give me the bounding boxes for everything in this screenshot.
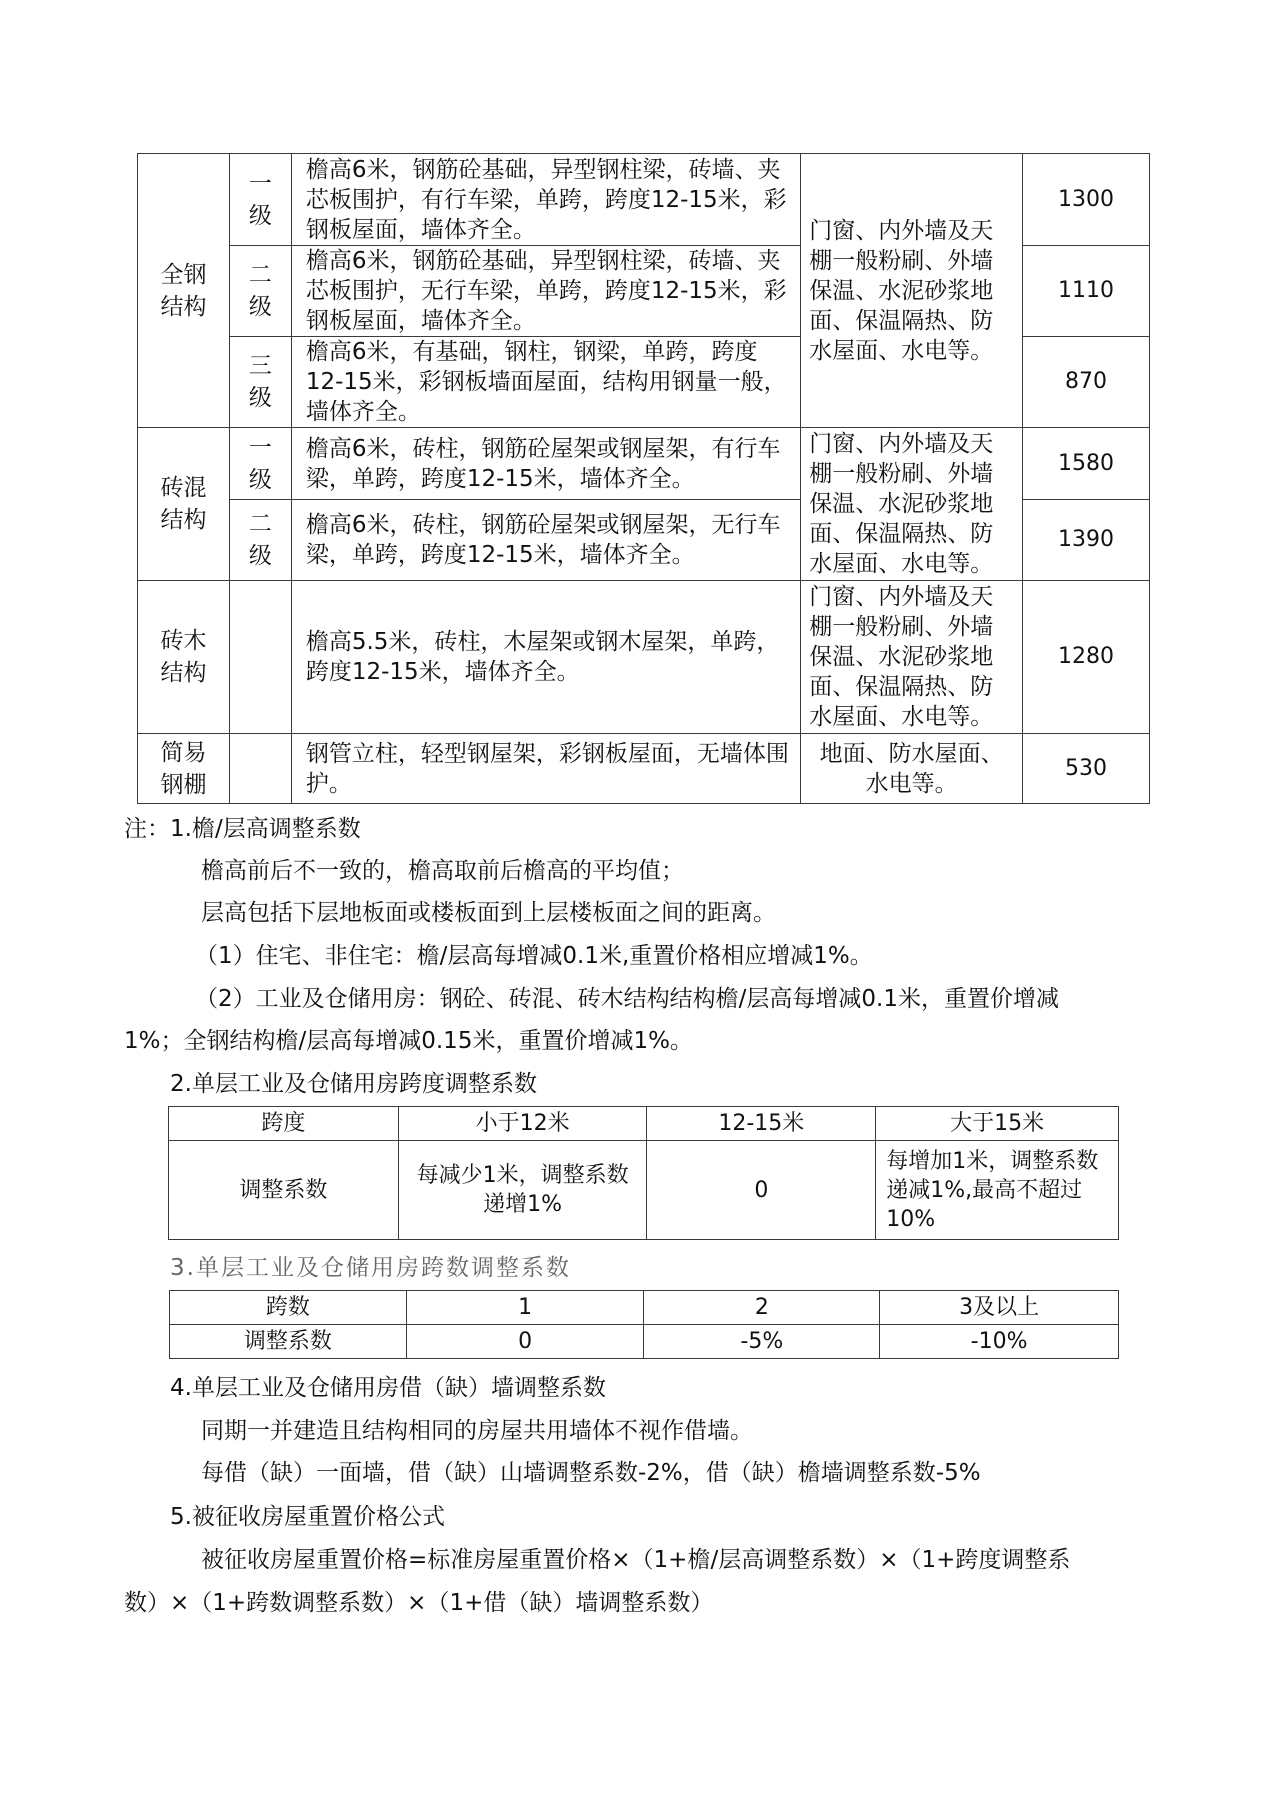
note-1-paragraph: （1）住宅、非住宅：檐/层高每增减0.1米,重置价格相应增减1%。 bbox=[195, 943, 873, 969]
table-cell: 每增加1米，调整系数递减1%,最高不超过10% bbox=[876, 1141, 1119, 1240]
description-cell: 檐高5.5米，砖柱，木屋架或钢木屋架，单跨，跨度12-15米，墙体齐全。 bbox=[291, 581, 800, 734]
grade-cell bbox=[229, 734, 291, 804]
table-row bbox=[138, 734, 1150, 804]
table-row bbox=[170, 1325, 1119, 1359]
table-header-cell: 3及以上 bbox=[880, 1291, 1119, 1325]
formula-line: 数）×（1+跨数调整系数）×（1+借（缺）墙调整系数） bbox=[124, 1590, 714, 1616]
span-adjustment-table bbox=[168, 1106, 1119, 1240]
description-cell: 檐高6米，砖柱，钢筋砼屋架或钢屋架，无行车梁，单跨，跨度12-15米，墙体齐全。 bbox=[291, 500, 800, 581]
table-header-cell: 2 bbox=[644, 1291, 880, 1325]
description-cell: 钢管立柱，轻型钢屋架，彩钢板屋面，无墙体围护。 bbox=[291, 734, 800, 804]
table-header-cell: 1 bbox=[406, 1291, 644, 1325]
grade-cell: 一 级 bbox=[229, 428, 291, 500]
table-row bbox=[169, 1141, 1119, 1240]
price-cell: 1300 bbox=[1023, 154, 1150, 246]
grade-cell: 二 级 bbox=[229, 246, 291, 337]
note-4-title: 4.单层工业及仓储用房借（缺）墙调整系数 bbox=[170, 1375, 606, 1401]
table-header-cell: 12-15米 bbox=[647, 1107, 876, 1141]
note-1-title: 注：1.檐/层高调整系数 bbox=[124, 816, 361, 842]
table-cell: 调整系数 bbox=[170, 1325, 407, 1359]
grade-cell: 二 级 bbox=[229, 500, 291, 581]
price-cell: 1580 bbox=[1023, 428, 1150, 500]
building-price-table bbox=[137, 153, 1150, 804]
note-4-paragraph: 同期一并建造且结构相同的房屋共用墙体不视作借墙。 bbox=[201, 1418, 753, 1444]
table-header-cell: 跨数 bbox=[170, 1291, 407, 1325]
table-cell: -10% bbox=[880, 1325, 1119, 1359]
note-4-paragraph: 每借（缺）一面墙，借（缺）山墙调整系数-2%，借（缺）檐墙调整系数-5% bbox=[201, 1460, 981, 1486]
table-row bbox=[138, 581, 1150, 734]
price-cell: 1280 bbox=[1023, 581, 1150, 734]
finish-cell: 门窗、内外墙及天棚一般粉刷、外墙保温、水泥砂浆地面、保温隔热、防水屋面、水电等。 bbox=[801, 154, 1023, 428]
table-cell: 0 bbox=[647, 1141, 876, 1240]
structure-type-cell: 全钢 结构 bbox=[138, 154, 230, 428]
grade-cell bbox=[229, 581, 291, 734]
table-row bbox=[138, 428, 1150, 500]
description-cell: 檐高6米，钢筋砼基础，异型钢柱梁，砖墙、夹芯板围护，有行车梁，单跨，跨度12-15米，彩钢板屋面，墙体齐全。 bbox=[291, 154, 800, 246]
table-header-row bbox=[169, 1107, 1119, 1141]
note-2-title: 2.单层工业及仓储用房跨度调整系数 bbox=[170, 1071, 537, 1097]
structure-type-cell: 砖混 结构 bbox=[138, 428, 230, 581]
table-row bbox=[138, 154, 1150, 246]
structure-type-cell: 简易 钢棚 bbox=[138, 734, 230, 804]
table-header-row bbox=[170, 1291, 1119, 1325]
price-cell: 530 bbox=[1023, 734, 1150, 804]
table-cell: 每减少1米，调整系数递增1% bbox=[398, 1141, 647, 1240]
span-count-adjustment-table bbox=[169, 1290, 1119, 1359]
formula-line: 被征收房屋重置价格=标准房屋重置价格×（1+檐/层高调整系数）×（1+跨度调整系 bbox=[201, 1547, 1071, 1573]
note-3-title: 3.单层工业及仓储用房跨数调整系数 bbox=[170, 1255, 571, 1281]
description-cell: 檐高6米，钢筋砼基础，异型钢柱梁，砖墙、夹芯板围护，无行车梁，单跨，跨度12-15米，彩钢板屋面，墙体齐全。 bbox=[291, 246, 800, 337]
structure-type-cell: 砖木 结构 bbox=[138, 581, 230, 734]
description-cell: 檐高6米，砖柱，钢筋砼屋架或钢屋架，有行车梁，单跨，跨度12-15米，墙体齐全。 bbox=[291, 428, 800, 500]
grade-cell: 三 级 bbox=[229, 337, 291, 428]
note-1-paragraph: 1%；全钢结构檐/层高每增减0.15米，重置价增减1%。 bbox=[124, 1028, 693, 1054]
table-header-cell: 大于15米 bbox=[876, 1107, 1119, 1141]
finish-cell: 门窗、内外墙及天棚一般粉刷、外墙保温、水泥砂浆地面、保温隔热、防水屋面、水电等。 bbox=[801, 581, 1023, 734]
grade-cell: 一 级 bbox=[229, 154, 291, 246]
note-1-paragraph: 层高包括下层地板面或楼板面到上层楼板面之间的距离。 bbox=[201, 900, 776, 926]
table-header-cell: 小于12米 bbox=[398, 1107, 647, 1141]
price-cell: 1390 bbox=[1023, 500, 1150, 581]
price-cell: 1110 bbox=[1023, 246, 1150, 337]
table-cell: 0 bbox=[406, 1325, 644, 1359]
table-cell: 调整系数 bbox=[169, 1141, 399, 1240]
note-1-paragraph: 檐高前后不一致的，檐高取前后檐高的平均值； bbox=[201, 858, 684, 884]
finish-cell: 地面、防水屋面、水电等。 bbox=[801, 734, 1023, 804]
description-cell: 檐高6米，有基础，钢柱，钢梁，单跨，跨度12-15米，彩钢板墙面屋面，结构用钢量一般，墙体齐全。 bbox=[291, 337, 800, 428]
table-header-cell: 跨度 bbox=[169, 1107, 399, 1141]
finish-cell: 门窗、内外墙及天棚一般粉刷、外墙保温、水泥砂浆地面、保温隔热、防水屋面、水电等。 bbox=[801, 428, 1023, 581]
note-5-title: 5.被征收房屋重置价格公式 bbox=[170, 1504, 445, 1530]
table-cell: -5% bbox=[644, 1325, 880, 1359]
note-1-paragraph: （2）工业及仓储用房：钢砼、砖混、砖木结构结构檐/层高每增减0.1米，重置价增减 bbox=[195, 986, 1059, 1012]
price-cell: 870 bbox=[1023, 337, 1150, 428]
